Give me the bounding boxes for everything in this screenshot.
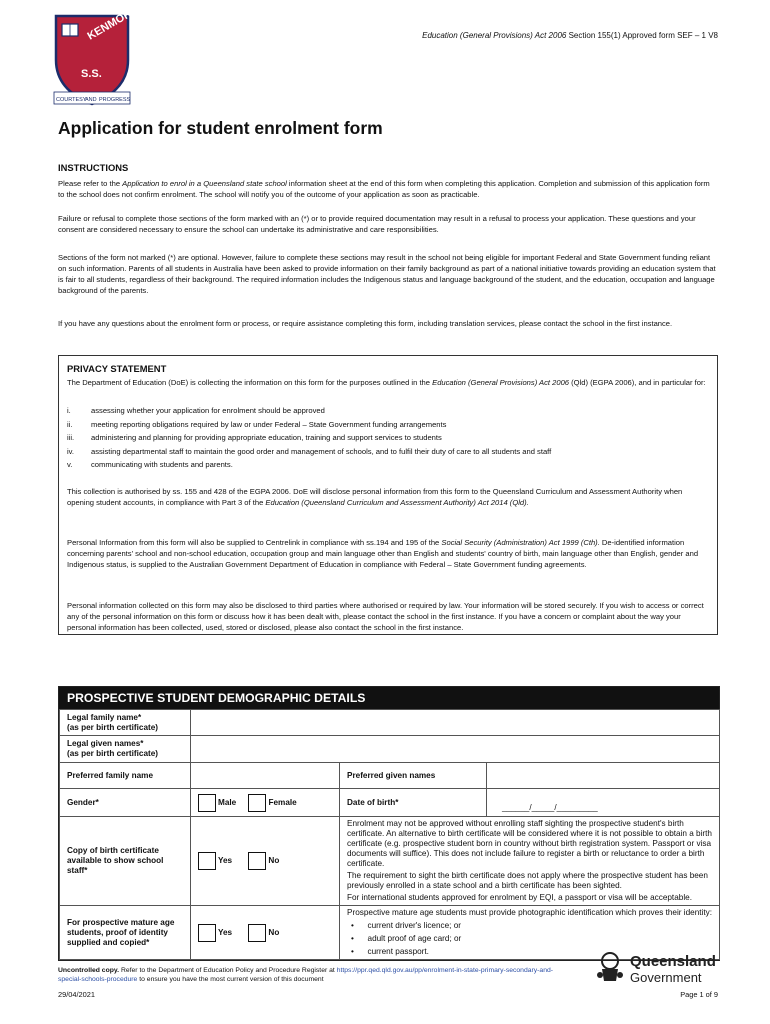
list-item: • current passport. xyxy=(351,947,429,956)
female-label: Female xyxy=(268,797,297,807)
instructions-paragraph-1: Please refer to the Application to enrol in a Queensland state school information sheet at the end of this form when completing this application. Completion and submission of this application form to the school does not confirm enrolment. The school will notify you of the outcome of your application as soon as practicable. xyxy=(58,179,710,199)
gender-options xyxy=(191,789,340,817)
mature-age-options xyxy=(191,906,340,960)
no-label: No xyxy=(268,856,280,866)
male-checkbox[interactable] xyxy=(198,794,216,812)
birth-cert-yes-checkbox[interactable] xyxy=(198,852,216,870)
list-item: v. communicating with students and parents. xyxy=(67,460,233,470)
birth-certificate-options xyxy=(191,817,340,906)
legal-family-name-field[interactable] xyxy=(191,710,720,736)
demographic-details-section xyxy=(58,686,720,961)
birth-certificate-label: Copy of birth certificate available to show school staff* xyxy=(60,817,191,906)
logo-school-name: KENMORE xyxy=(85,4,141,43)
instructions-heading: INSTRUCTIONS xyxy=(58,162,129,173)
document-date: 29/04/2021 xyxy=(58,990,95,999)
mature-no-checkbox[interactable] xyxy=(248,924,266,942)
demographic-table xyxy=(59,709,720,960)
government-word: Government xyxy=(630,970,702,985)
logo-motto-right: PROGRESS xyxy=(99,97,131,103)
preferred-family-name-field[interactable] xyxy=(191,763,340,789)
list-item: ii. meeting reporting obligations required by law or under Federal – State Government funding arrangements xyxy=(67,419,447,429)
mature-age-note: Prospective mature age students must provide photographic identification which proves their identity: • current driver's licence; or • adult proof of age card; or • current passport. xyxy=(340,906,720,960)
school-crest-logo xyxy=(52,4,141,110)
privacy-statement-box xyxy=(58,355,718,635)
list-item: iii. administering and planning for providing appropriate education, training and support services to students xyxy=(67,433,442,443)
legal-family-name-label: Legal family name* (as per birth certificate) xyxy=(60,710,191,736)
mature-yes-checkbox[interactable] xyxy=(198,924,216,942)
privacy-centrelink: Personal Information from this form will also be supplied to Centrelink in compliance with ss.194 and 195 of the Social Security (Administration) Act 1999 (Cth). De-identified information concerning parents' school and non-school education, occupation group and main language other than English and students' country of birth, main language other than English, gender and Indigenous status, is supplied to the Australian Government Department of Education in compliance with Federal – State Government funding agreements. xyxy=(67,538,699,569)
birth-certificate-note: Enrolment may not be approved without enrolling staff sighting the prospective student's birth certificate. An alternative to birth certificate will be considered where it is not possible to obtain a birth certificate (e.g. prospective student born in country without birth registration system. Passport or visa documents will suffice). This does not include failure to register a birth or reluctance to order a birth certificate. The requirement to sight the birth certificate does not apply where the prospective student has been previously enrolled in a state school and a birth certificate has been sighted. For international students approved for enrolment by EQI, a passport or visa will be acceptable. xyxy=(340,817,720,906)
list-item: • current driver's licence; or xyxy=(351,921,461,930)
privacy-purposes-list xyxy=(67,404,707,472)
list-item: • adult proof of age card; or xyxy=(351,934,462,943)
demographic-heading: PROSPECTIVE STUDENT DEMOGRAPHIC DETAILS xyxy=(59,687,719,709)
queensland-government-logo xyxy=(596,947,721,987)
page-number: Page 1 of 9 xyxy=(680,990,718,999)
dob-field[interactable]: ______/_____/_________ xyxy=(487,789,720,817)
policy-register-link[interactable]: https://ppr.qed.qld.gov.au/pp/enrolment-in-state-primary-secondary-and-special-schools-procedure xyxy=(58,967,554,983)
page-title: Application for student enrolment form xyxy=(58,118,383,138)
qld-word: Queensland xyxy=(630,953,716,970)
birth-cert-no-checkbox[interactable] xyxy=(248,852,266,870)
yes-label: Yes xyxy=(218,856,233,866)
no-label: No xyxy=(268,927,280,937)
uncontrolled-copy-note: Uncontrolled copy. Refer to the Department of Education Policy and Procedure Register at https://ppr.qed.qld.gov.au/pp/enrolment-in-state-primary-secondary-and-special-schools-procedure to ensure you have the most current version of this document xyxy=(58,967,554,983)
preferred-given-names-field[interactable] xyxy=(487,763,720,789)
list-item: iv. assisting departmental staff to maintain the good order and management of schools, and to fulfil their duty of care to all students and staff xyxy=(67,446,552,456)
instructions-paragraph-4: If you have any questions about the enrolment form or process, or require assistance completing this form, including translation services, please contact the school in the first instance. xyxy=(58,319,673,328)
legal-given-names-label: Legal given names* (as per birth certificate) xyxy=(60,736,191,763)
privacy-intro: The Department of Education (DoE) is collecting the information on this form for the purposes outlined in the Education (General Provisions) Act 2006 (Qld) (EGPA 2006), and in particular for: xyxy=(67,378,706,387)
list-item: i. assessing whether your application for enrolment should be approved xyxy=(67,406,325,415)
mature-age-label: For prospective mature age students, proof of identity supplied and copied* xyxy=(60,906,191,960)
instructions-paragraph-3: Sections of the form not marked (*) are optional. However, failure to complete these sections may result in the school not being eligible for important Federal and State Government funding reliant on such information. Parents of all students in Australia have been asked to provide information on their family background as part of a national initiative towards providing an education system that is fair to all students, regardless of their background. The required information includes the Indigenous status and language background of the student, and the education, occupation and language background of the parents. xyxy=(58,253,716,295)
preferred-family-name-label: Preferred family name xyxy=(60,763,191,789)
yes-label: Yes xyxy=(218,927,233,937)
legal-given-names-field[interactable] xyxy=(191,736,720,763)
logo-motto-mid: AND xyxy=(85,97,97,103)
preferred-given-names-label: Preferred given names xyxy=(340,763,487,789)
logo-motto-left: COURTESY xyxy=(56,97,87,103)
male-label: Male xyxy=(218,797,237,807)
act-reference: Education (General Provisions) Act 2006 Section 155(1) Approved form SEF – 1 V8 xyxy=(422,31,718,40)
coat-of-arms-icon xyxy=(597,953,623,981)
privacy-third-party: Personal information collected on this form may also be disclosed to third parties where authorised or required by law. Your information will be stored securely. If you wish to access or correct any of the personal information on this form or discuss how it has been dealt with, please contact the school in the first instance. If you have a concern or complaint about the way your personal information has been collected, used, stored or disclosed, please also contact the school in the first instance. xyxy=(67,601,704,632)
privacy-authorisation: This collection is authorised by ss. 155 and 428 of the EGPA 2006. DoE will disclose personal information from this form to the Queensland Curriculum and Assessment Authority when opening student accounts, in compliance with Part 3 of the Education (Queensland Curriculum and Assessment Authority) Act 2014 (Qld). xyxy=(67,487,683,507)
instructions-paragraph-2: Failure or refusal to complete those sections of the form marked with an (*) or to provide required documentation may result in a refusal to process your application. These questions and your consent are considered necessary to ensure the school can undertake its administrative and care responsibilities. xyxy=(58,214,696,234)
dob-label: Date of birth* xyxy=(340,789,487,817)
privacy-heading: PRIVACY STATEMENT xyxy=(67,363,167,374)
logo-initials: S.S. xyxy=(81,68,102,80)
female-checkbox[interactable] xyxy=(248,794,266,812)
gender-label: Gender* xyxy=(60,789,191,817)
